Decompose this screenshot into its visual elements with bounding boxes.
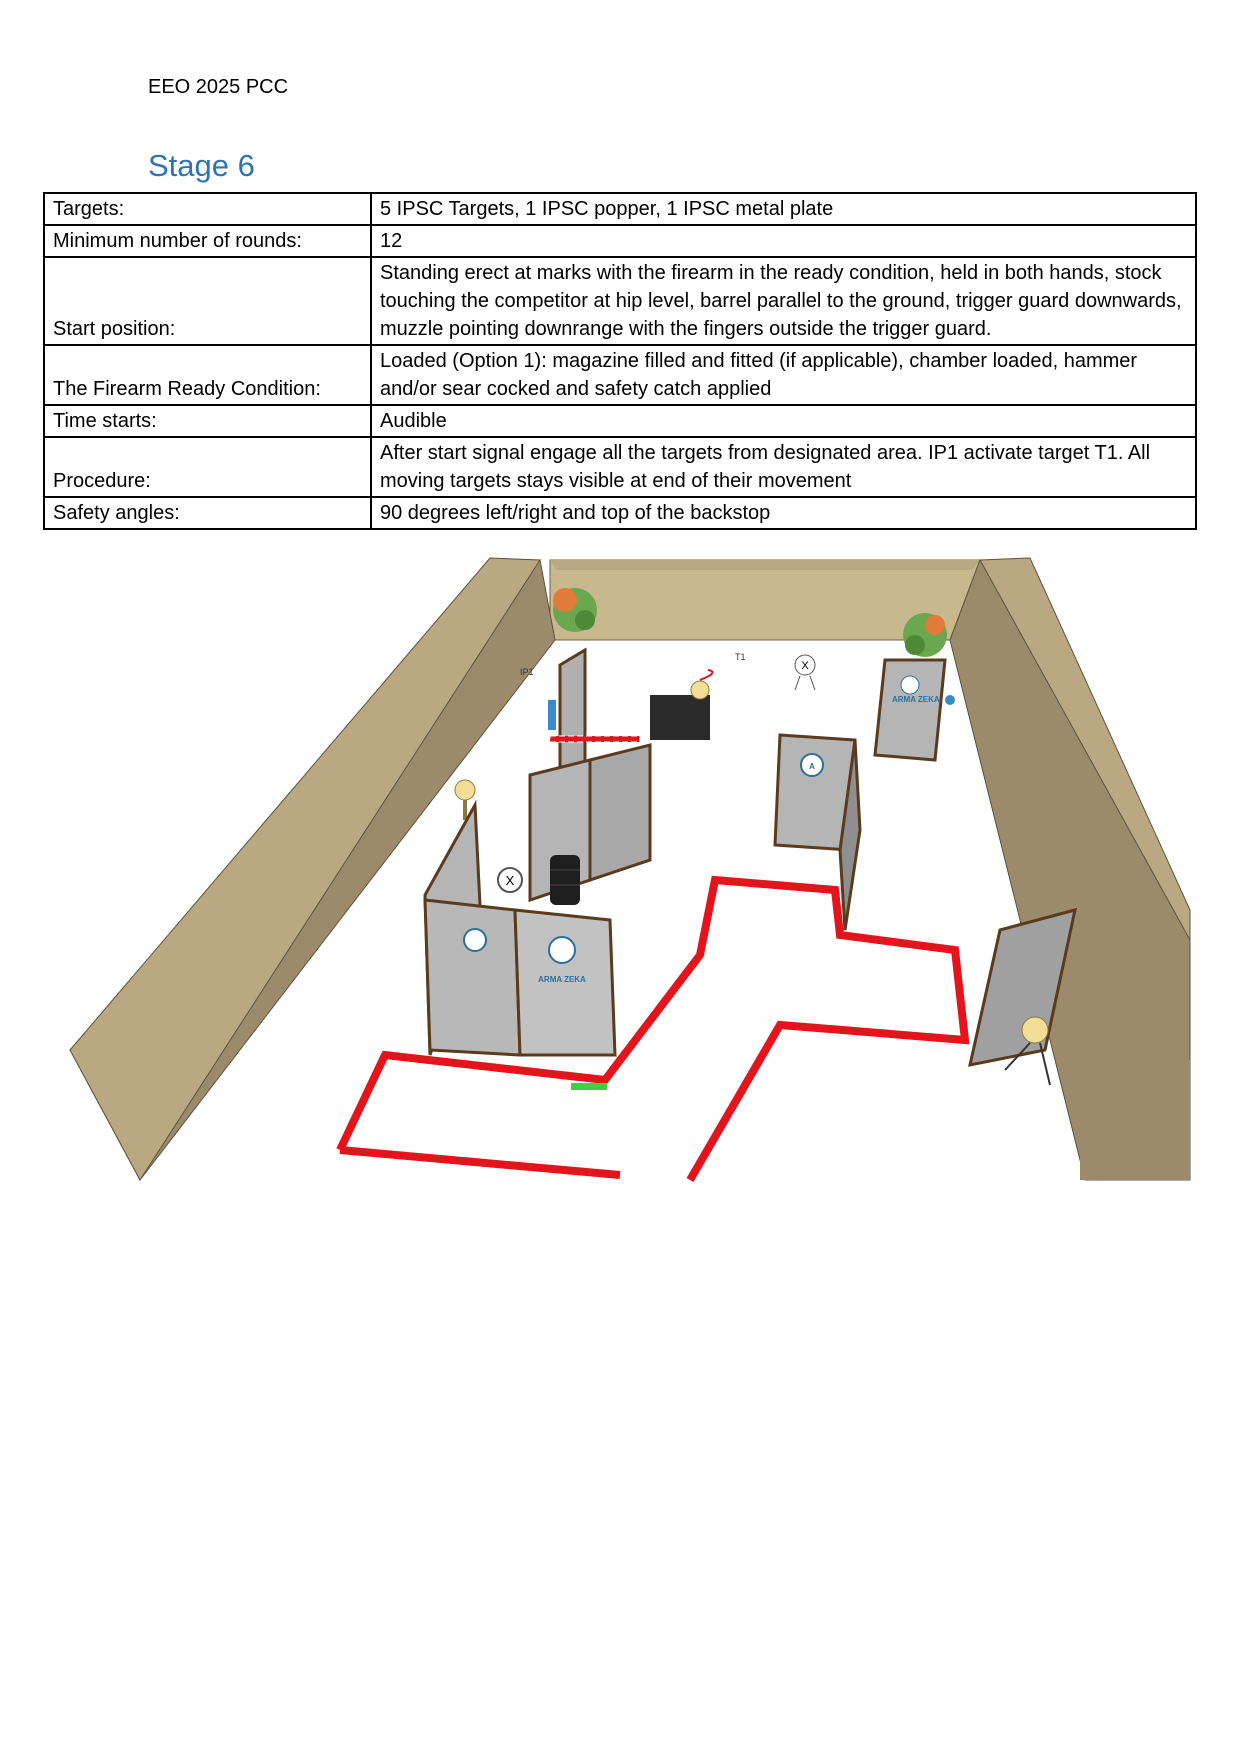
- table-row: [44, 405, 1196, 437]
- row-key: Safety angles:: [44, 497, 371, 529]
- t1-label: T1: [735, 652, 746, 662]
- table-row: [44, 225, 1196, 257]
- row-key: Minimum number of rounds:: [44, 225, 371, 257]
- row-key: Targets:: [44, 193, 371, 225]
- logo-text-front: ARMA ZEKA: [538, 975, 586, 984]
- row-key: Procedure:: [44, 437, 371, 497]
- wall-panel-front-left: [425, 900, 615, 1055]
- no-shoot-back-mark: X: [801, 660, 809, 672]
- row-value: 5 IPSC Targets, 1 IPSC popper, 1 IPSC metal plate: [371, 193, 1196, 225]
- tree-left: [553, 588, 597, 632]
- table-row: [44, 345, 1196, 405]
- row-value: After start signal engage all the targets from designated area. IP1 activate target T1. All moving targets stays visible at end of their movement: [371, 437, 1196, 497]
- table-row: [44, 437, 1196, 497]
- stage-title: Stage 6: [148, 148, 255, 183]
- row-key: Start position:: [44, 257, 371, 345]
- logo-letter: A: [809, 762, 815, 771]
- logo-text: ARMA ZEKA: [892, 695, 940, 704]
- table-row: [44, 497, 1196, 529]
- tree-right: [903, 613, 947, 657]
- row-value: 12: [371, 225, 1196, 257]
- row-value: Standing erect at marks with the firearm in the ready condition, held in both hands, stock touching the competitor at hip level, barrel parallel to the ground, trigger guard downwards, muzzle pointing downrange with the fingers outside the trigger guard.: [371, 257, 1196, 345]
- row-value: Audible: [371, 405, 1196, 437]
- ip1-label: IP1: [520, 667, 534, 677]
- row-key: The Firearm Ready Condition:: [44, 345, 371, 405]
- right-wall-front: [1080, 1060, 1190, 1180]
- stage-diagram: [0, 550, 1240, 1200]
- row-value: 90 degrees left/right and top of the backstop: [371, 497, 1196, 529]
- tire-stack: [550, 855, 580, 905]
- document-header: EEO 2025 PCC: [148, 76, 289, 98]
- stage-info-table: [43, 192, 1197, 530]
- table-row: [44, 257, 1196, 345]
- back-wall-top: [550, 560, 980, 570]
- no-shoot-left-mark: X: [505, 873, 515, 888]
- table-row: [44, 193, 1196, 225]
- row-key: Time starts:: [44, 405, 371, 437]
- row-value: Loaded (Option 1): magazine filled and fitted (if applicable), chamber loaded, hammer and/or sear cocked and safety catch applied: [371, 345, 1196, 405]
- no-shoot-left: [498, 868, 522, 892]
- start-mark: [571, 1083, 607, 1090]
